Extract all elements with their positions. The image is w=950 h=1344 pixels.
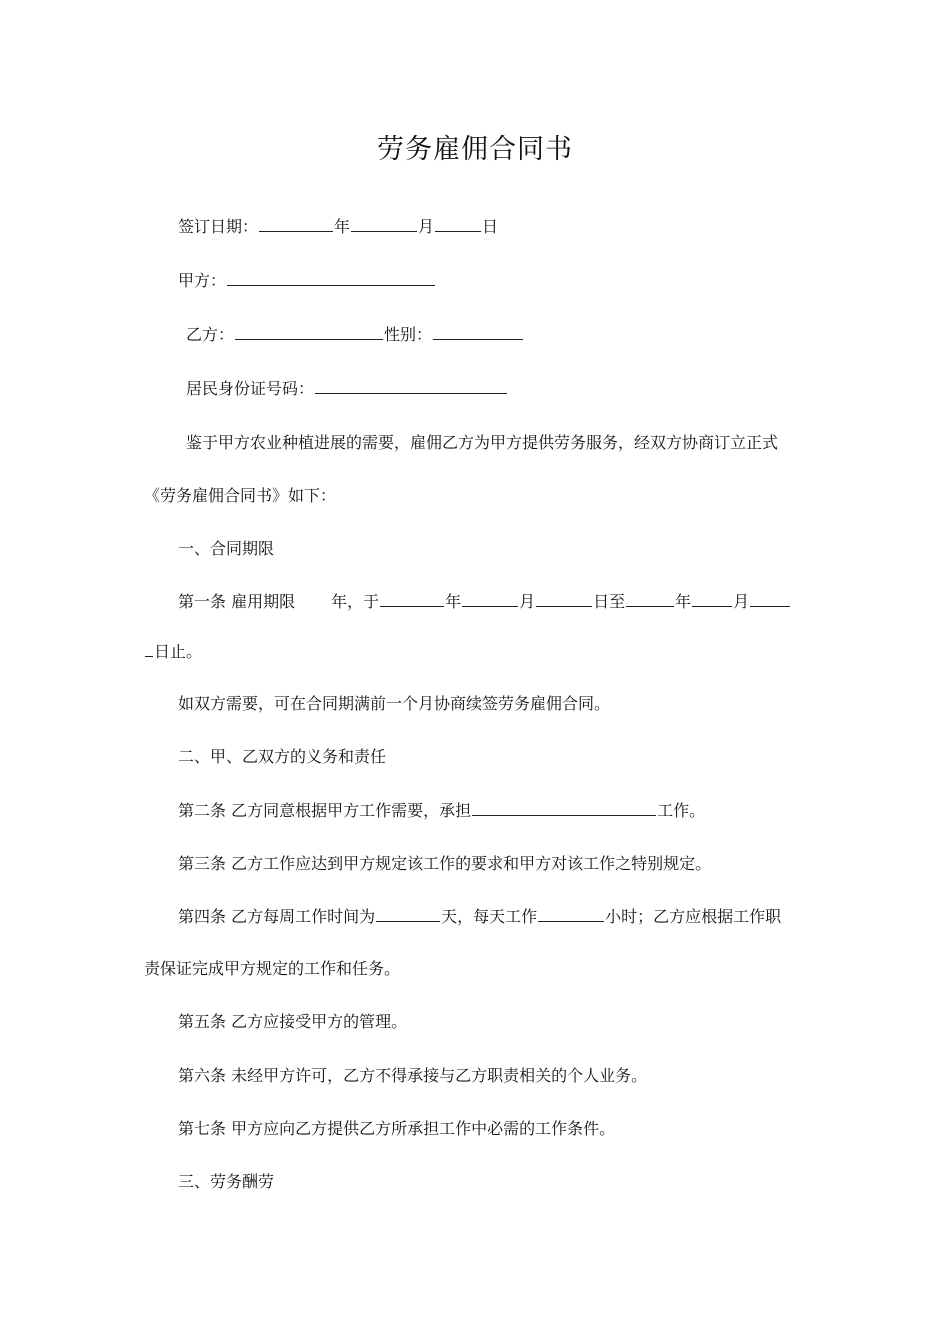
party-a-label: 甲方： [178,271,227,290]
article-4-hours: 小时；乙方应根据工作职 [605,907,782,926]
sign-month-label: 月 [418,217,435,236]
renewal-text: 如双方需要，可在合同期满前一个月协商续签劳务雇佣合同。 [178,694,611,713]
section-3-heading: 三、劳务酬劳 [178,1172,275,1191]
work-days-blank[interactable] [376,905,440,922]
article-1-years: 年，于 [331,592,380,611]
article-1-month1: 月 [519,592,536,611]
article-6-line: 第六条 未经甲方许可，乙方不得承接与乙方职责相关的个人业务。 [178,1066,648,1085]
party-a-line [178,269,436,293]
end-year-blank[interactable] [626,590,674,607]
job-blank[interactable] [472,799,656,816]
article-2-prefix: 第二条 乙方同意根据甲方工作需要，承担 [178,801,472,820]
article-1-end: 日止。 [154,642,203,661]
article-1-line-2 [144,640,202,664]
id-number-label: 居民身份证号码： [186,379,315,398]
end-day-blank-part1[interactable] [750,590,790,607]
article-1-month2: 月 [733,592,750,611]
sign-year-blank[interactable] [259,215,333,232]
start-day-blank[interactable] [536,590,592,607]
sign-month-blank[interactable] [351,215,417,232]
article-4-days: 天，每天工作 [441,907,538,926]
sign-date-label: 签订日期： [178,217,259,236]
work-hours-blank[interactable] [538,905,604,922]
sign-day-blank[interactable] [435,215,481,232]
section-1-heading: 一、合同期限 [178,539,275,558]
id-number-blank[interactable] [315,377,507,394]
start-year-blank[interactable] [380,590,444,607]
article-2-suffix: 工作。 [657,801,706,820]
article-1-year1: 年 [445,592,462,611]
article-4-prefix: 第四条 乙方每周工作时间为 [178,907,376,926]
article-7-line: 第七条 甲方应向乙方提供乙方所承担工作中必需的工作条件。 [178,1119,616,1138]
party-b-line [186,323,524,347]
article-5-line: 第五条 乙方应接受甲方的管理。 [178,1012,408,1031]
article-2-line [178,799,705,823]
article-1-prefix: 第一条 雇用期限 [178,592,296,611]
id-number-line [186,377,508,401]
article-4-line-2: 责保证完成甲方规定的工作和任务。 [144,959,401,978]
article-4-line [178,905,781,929]
sign-year-label: 年 [334,217,351,236]
start-month-blank[interactable] [462,590,518,607]
preamble-line-2: 《劳务雇佣合同书》如下： [144,486,337,505]
end-day-blank-part2[interactable] [145,640,153,657]
party-a-blank[interactable] [227,269,435,286]
gender-blank[interactable] [433,323,523,340]
article-3-line: 第三条 乙方工作应达到甲方规定该工作的要求和甲方对该工作之特别规定。 [178,854,712,873]
end-month-blank[interactable] [692,590,732,607]
section-2-heading: 二、甲、乙双方的义务和责任 [178,747,387,766]
gender-label: 性别： [384,325,433,344]
party-b-label: 乙方： [186,325,235,344]
article-1-year2: 年 [675,592,692,611]
page-title: 劳务雇佣合同书 [377,134,573,165]
sign-date-line [178,215,498,239]
preamble-line-1: 鉴于甲方农业种植进展的需要，雇佣乙方为甲方提供劳务服务，经双方协商订立正式 [186,433,779,452]
party-b-blank[interactable] [235,323,383,340]
article-1-line [178,590,791,614]
article-1-day-to: 日至 [593,592,626,611]
sign-day-label: 日 [482,217,499,236]
